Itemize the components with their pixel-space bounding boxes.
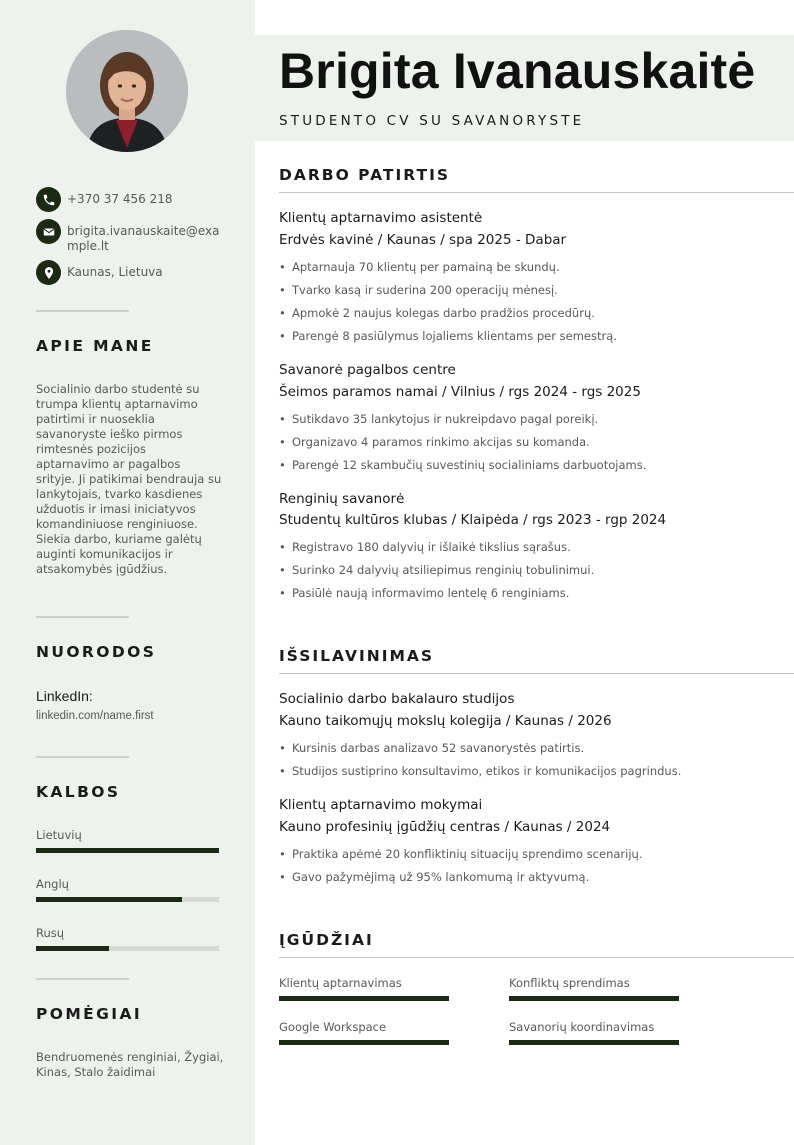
education-bullet: • Studijos sustiprino konsultavimo, etikos ir komunikacijos pagrindus. xyxy=(279,764,682,778)
job-bullet: • Aptarnauja 70 klientų per pamainą be skundų. xyxy=(279,260,560,274)
education-bullet: • Praktika apėmė 20 konfliktinių situacijų sprendimo scenarijų. xyxy=(279,847,643,861)
education-bullet: • Gavo pažymėjimą už 95% lankomumą ir aktyvumą. xyxy=(279,870,590,884)
sidebar-divider xyxy=(36,616,129,618)
education-org: Kauno taikomųjų mokslų kolegija / Kaunas / 2026 xyxy=(279,713,612,729)
sidebar-divider xyxy=(36,978,129,980)
contact-email xyxy=(36,219,221,254)
job-org: Šeimos paramos namai / Vilnius / rgs 2024 - rgs 2025 xyxy=(279,384,641,400)
language-level-fill xyxy=(36,897,182,902)
contact-phone xyxy=(36,187,221,212)
skill-bar xyxy=(279,996,449,1001)
language-level-track xyxy=(36,946,219,951)
language-name: Lietuvių xyxy=(36,828,82,842)
job-title: Savanorė pagalbos centre xyxy=(279,362,456,378)
education-title: Klientų aptarnavimo mokymai xyxy=(279,797,483,813)
skill-item xyxy=(279,1020,449,1045)
contact-location xyxy=(36,260,221,285)
phone-text[interactable]: +370 37 456 218 xyxy=(67,192,173,206)
language-name: Anglų xyxy=(36,877,69,891)
skill-name: Konfliktų sprendimas xyxy=(509,976,630,990)
language-level-track xyxy=(36,897,219,902)
language-item xyxy=(36,828,219,853)
skill-name: Google Workspace xyxy=(279,1020,387,1034)
language-name: Rusų xyxy=(36,926,65,940)
education-heading: IŠSILAVINIMAS xyxy=(279,647,435,665)
experience-heading: DARBO PATIRTIS xyxy=(279,166,450,184)
hobbies-heading: POMĖGIAI xyxy=(36,1005,143,1023)
job-bullet: • Parengė 12 skambučių suvestinių socialiniams darbuotojams. xyxy=(279,458,647,472)
job-org: Erdvės kavinė / Kaunas / spa 2025 - Dabar xyxy=(279,232,567,248)
languages-heading: KALBOS xyxy=(36,783,121,801)
job-title: Renginių savanorė xyxy=(279,491,405,507)
page-subtitle: STUDENTO CV SU SAVANORYSTE xyxy=(279,113,585,129)
job-title: Klientų aptarnavimo asistentė xyxy=(279,210,483,226)
section-divider xyxy=(279,673,794,674)
profile-photo xyxy=(66,30,188,152)
phone-icon xyxy=(36,187,61,212)
location-pin-icon xyxy=(36,260,61,285)
email-text[interactable]: brigita.ivanauskaite@example.lt xyxy=(67,224,220,253)
about-heading: APIE MANE xyxy=(36,337,154,355)
job-bullet: • Tvarko kasą ir suderina 200 operacijų mėnesį. xyxy=(279,283,558,297)
education-bullet: • Kursinis darbas analizavo 52 savanorystės patirtis. xyxy=(279,741,585,755)
skill-name: Klientų aptarnavimas xyxy=(279,976,402,990)
section-divider xyxy=(279,192,794,193)
education-title: Socialinio darbo bakalauro studijos xyxy=(279,691,515,707)
email-icon xyxy=(36,219,61,244)
language-level-fill xyxy=(36,946,109,951)
skill-bar xyxy=(509,996,679,1001)
linkedin-link[interactable]: linkedin.com/name.first xyxy=(36,710,154,722)
skill-item xyxy=(509,976,679,1001)
job-bullet: • Apmokė 2 naujus kolegas darbo pradžios procedūrų. xyxy=(279,306,595,320)
skill-name: Savanorių koordinavimas xyxy=(509,1020,655,1034)
job-bullet: • Sutikdavo 35 lankytojus ir nukreipdavo pagal poreikį. xyxy=(279,412,599,426)
language-level-track xyxy=(36,848,219,853)
job-org: Studentų kultūros klubas / Klaipėda / rgs 2023 - rgp 2024 xyxy=(279,512,667,528)
skills-heading: ĮGŪDŽIAI xyxy=(279,931,374,949)
job-bullet: • Parengė 8 pasiūlymus lojaliems klientams per semestrą. xyxy=(279,329,617,343)
about-text: Socialinio darbo studentė su trumpa klientų aptarnavimo patirtimi ir nuoseklia savanoryste ieško pirmos rimtesnės pozicijos aptarnavimo ar pagalbos srityje. Ji patikimai bendrauja su lankytojais, tvarko kasdienes užduotis ir imasi iniciatyvos komandiniuose renginiuose. Siekia darbo, kuriame galėtų auginti komunikacijos ir atsakomybės įgūdžius. xyxy=(36,382,222,576)
language-item xyxy=(36,877,219,902)
education-org: Kauno profesinių įgūdžių centras / Kaunas / 2024 xyxy=(279,819,611,835)
job-bullet: • Surinko 24 dalyvių atsiliepimus renginių tobulinimui. xyxy=(279,563,595,577)
skill-bar xyxy=(279,1040,449,1045)
language-level-fill xyxy=(36,848,219,853)
location-text: Kaunas, Lietuva xyxy=(67,265,163,279)
job-bullet: • Registravo 180 dalyvių ir išlaikė tikslius sąrašus. xyxy=(279,540,571,554)
sidebar-divider xyxy=(36,756,129,758)
hobbies-text: Bendruomenės renginiai, Žygiai, Kinas, Stalo žaidimai xyxy=(36,1050,224,1079)
skill-bar xyxy=(509,1040,679,1045)
linkedin-label: LinkedIn: xyxy=(36,688,93,704)
section-divider xyxy=(279,957,794,958)
page-title: Brigita Ivanauskaitė xyxy=(279,43,756,99)
language-item xyxy=(36,926,219,951)
skill-item xyxy=(279,976,449,1001)
job-bullet: • Organizavo 4 paramos rinkimo akcijas su komanda. xyxy=(279,435,590,449)
sidebar-divider xyxy=(36,310,129,312)
skill-item xyxy=(509,1020,679,1045)
links-heading: NUORODOS xyxy=(36,643,157,661)
job-bullet: • Pasiūlė naują informavimo lentelę 6 renginiams. xyxy=(279,586,570,600)
